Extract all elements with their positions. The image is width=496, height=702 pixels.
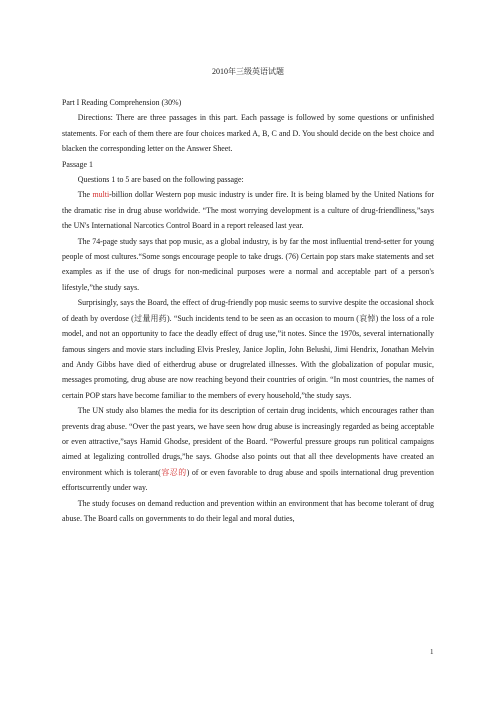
directions-paragraph: Directions: There are three passages in this part. Each passage is followed by some questions or unfinished statements. For each of them there are four choices marked A, B, C and D. You should decide on the best choice and blacken the corresponding letter on the Answer Sheet. xyxy=(62,113,434,154)
paragraph-text: ) of or even favorable to drug abuse and spoils international drug prevention effortscurrently under way. xyxy=(62,467,434,493)
passage-paragraph-2: The 74-page study says that pop music, as a global industry, is by far the most influential trend-setter for young people of most cultures.“Some songs encourage people to take drugs. (76) Certain pop stars make statements and set examples as if the use of drugs for non-medicinal purposes were a normal and acceptable part of a person's lifestyle,”the study says. xyxy=(62,236,434,292)
paragraph-text: -billion dollar Western pop music industry is under fire. It is being blamed by the United Nations for the dramatic rise in drug abuse worldwide. “The most worrying development is a culture of drug-friendliness,”says the UN's International Narcotics Control Board in a report released last year. xyxy=(62,190,434,231)
paragraph-text: The UN study also blames the media for its description of certain drug incidents, which encourages rather than prevents drag abuse. “Over the past years, we have seen how drug abuse is increasingly regarded as being acceptable or even attractive,”says Hamid Ghodse, president of the Board. “Powerful pressure groups run political campaigns aimed at legalizing controlled drugs,”he says. Ghodse also points out that all thee developments have created an environment which is tolerant( xyxy=(62,406,434,477)
paragraph-text: The xyxy=(77,190,93,200)
highlighted-word: multi xyxy=(92,190,110,200)
passage-paragraph-4 xyxy=(62,403,434,495)
questions-intro: Questions 1 to 5 are based on the following passage: xyxy=(77,175,244,185)
document-body xyxy=(62,95,434,526)
passage-paragraph-3: Surprisingly, says the Board, the effect of drug-friendly pop music seems to survive despite the occasional shock of death by overdose (过量用药). “Such incidents tend to be seen as an occasion to mourn (哀悼) the loss of a role model, and not an opportunity to face the deadly effect of drug use,”it notes. Since the 1970s, several internationally famous singers and movie stars including Elvis Presley, Janice Joplin, John Belushi, Jimi Hendrix, Jonathan Melvin and Andy Gibbs have died of eitherdrug abuse or drugrelated illnesses. With the globalization of popular music, messages promoting, drug abuse are now reaching beyond their countries of origin. “In most countries, the names of certain POP stars have become familiar to the members of every household,”the study says. xyxy=(62,298,434,400)
page-number: 1 xyxy=(430,648,434,656)
document-title: 2010年三级英语试题 xyxy=(212,67,284,76)
passage-paragraph-5: The study focuses on demand reduction and prevention within an environment that has become tolerant of drug abuse. The Board calls on governments to do their legal and moral duties, xyxy=(62,498,434,523)
passage-label: Passage 1 xyxy=(62,159,93,169)
highlighted-word: 容忍的 xyxy=(160,467,187,477)
part-heading: Part I Reading Comprehension (30%) xyxy=(62,98,182,107)
passage-paragraph-1 xyxy=(62,187,434,233)
